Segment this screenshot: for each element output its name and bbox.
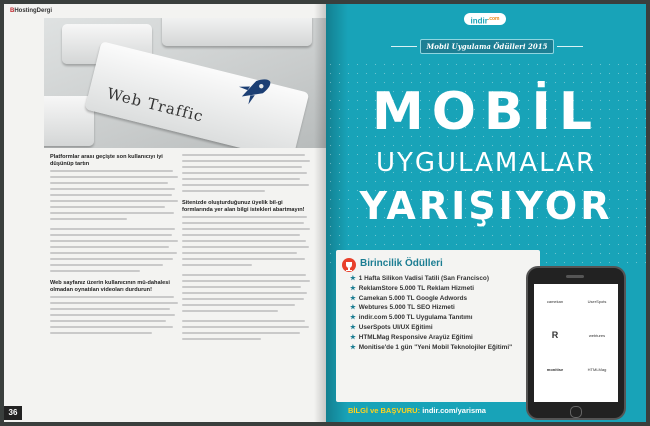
event-banner: Mobil Uygulama Ödülleri 2015 (420, 39, 554, 54)
footer-contact: BİLGİ ve BAŞVURU: indir.com/yarisma (348, 406, 486, 415)
body-text (182, 216, 310, 340)
sponsor-logo: camekan (546, 298, 564, 304)
list-item: ★ Monitise'de 1 gün "Yeni Mobil Teknolojiler Eğitimi" (350, 343, 513, 351)
phone-speaker (566, 275, 584, 278)
indir-logo: indir$^{.com}$ (464, 13, 506, 25)
list-item: ★ ReklamStore 5.000 TL Reklam Hizmeti (350, 284, 475, 292)
section-heading: Sitenizde oluşturduğunuz üyelik bil-gi formlarında yer alan bilgi istekleri abartmayın! (182, 200, 305, 213)
title-line-3: YARIŞIYOR (359, 184, 613, 228)
star-icon: ★ (350, 294, 356, 302)
sponsor-logo: HTMLMag (587, 366, 607, 372)
star-icon: ★ (350, 343, 356, 351)
article-column-2 (182, 154, 310, 344)
sponsor-logo: UserSpots (587, 298, 607, 304)
trophy-icon (342, 258, 356, 272)
magazine-brand: BHostingDergi (10, 8, 53, 14)
page-gutter (314, 4, 326, 422)
section-heading: Platformlar arası geçişte son kullanıcıyı iyi düşünüp tartın (50, 154, 163, 167)
star-icon: ★ (350, 323, 356, 331)
section-heading: Web sayfanız üzerin kullanıcının mü-dahalesi olmadan oynatılan videoları durdurun! (50, 280, 170, 293)
list-item: ★ HTMLMag Responsive Arayüz Eğitimi (350, 333, 473, 341)
left-page (4, 4, 326, 422)
phone-illustration (526, 266, 626, 420)
body-text (50, 296, 178, 334)
awards-card (336, 250, 540, 402)
article-column-1 (50, 154, 178, 338)
list-item: ★ UserSpots UI/UX Eğitimi (350, 323, 433, 331)
page-number: 36 (4, 406, 22, 420)
right-page (326, 4, 646, 422)
magazine-spread (4, 4, 646, 422)
star-icon: ★ (350, 333, 356, 341)
title-line-1: MOBİL (371, 82, 601, 142)
awards-title: Birincilik Ödülleri (360, 258, 443, 269)
body-text (182, 154, 310, 192)
hero-image (44, 18, 326, 148)
keyboard-key (162, 18, 312, 46)
hero-key-label: Web Traffic (105, 84, 206, 126)
list-item: ★ Webtures 5.000 TL SEO Hizmeti (350, 304, 455, 312)
sponsor-logo: monitise (546, 366, 564, 372)
list-item: ★ Camekan 5.000 TL Google Adwords (350, 294, 468, 302)
phone-screen (534, 284, 618, 402)
phone-home-button (570, 406, 582, 418)
star-icon: ★ (350, 314, 356, 322)
star-icon: ★ (350, 304, 356, 312)
list-item: ★ indir.com 5.000 TL Uygulama Tanıtımı (350, 314, 473, 322)
awards-list (350, 274, 540, 352)
star-icon: ★ (350, 284, 356, 292)
star-icon: ★ (350, 275, 356, 282)
body-text (50, 170, 178, 272)
sponsor-logo: webtures (588, 332, 606, 338)
title-line-2: UYGULAMALAR (375, 148, 597, 178)
sponsor-logo: R (551, 330, 559, 340)
list-item: ★ 1 Hafta Silikon Vadisi Tatili (San Francisco) (350, 275, 489, 282)
